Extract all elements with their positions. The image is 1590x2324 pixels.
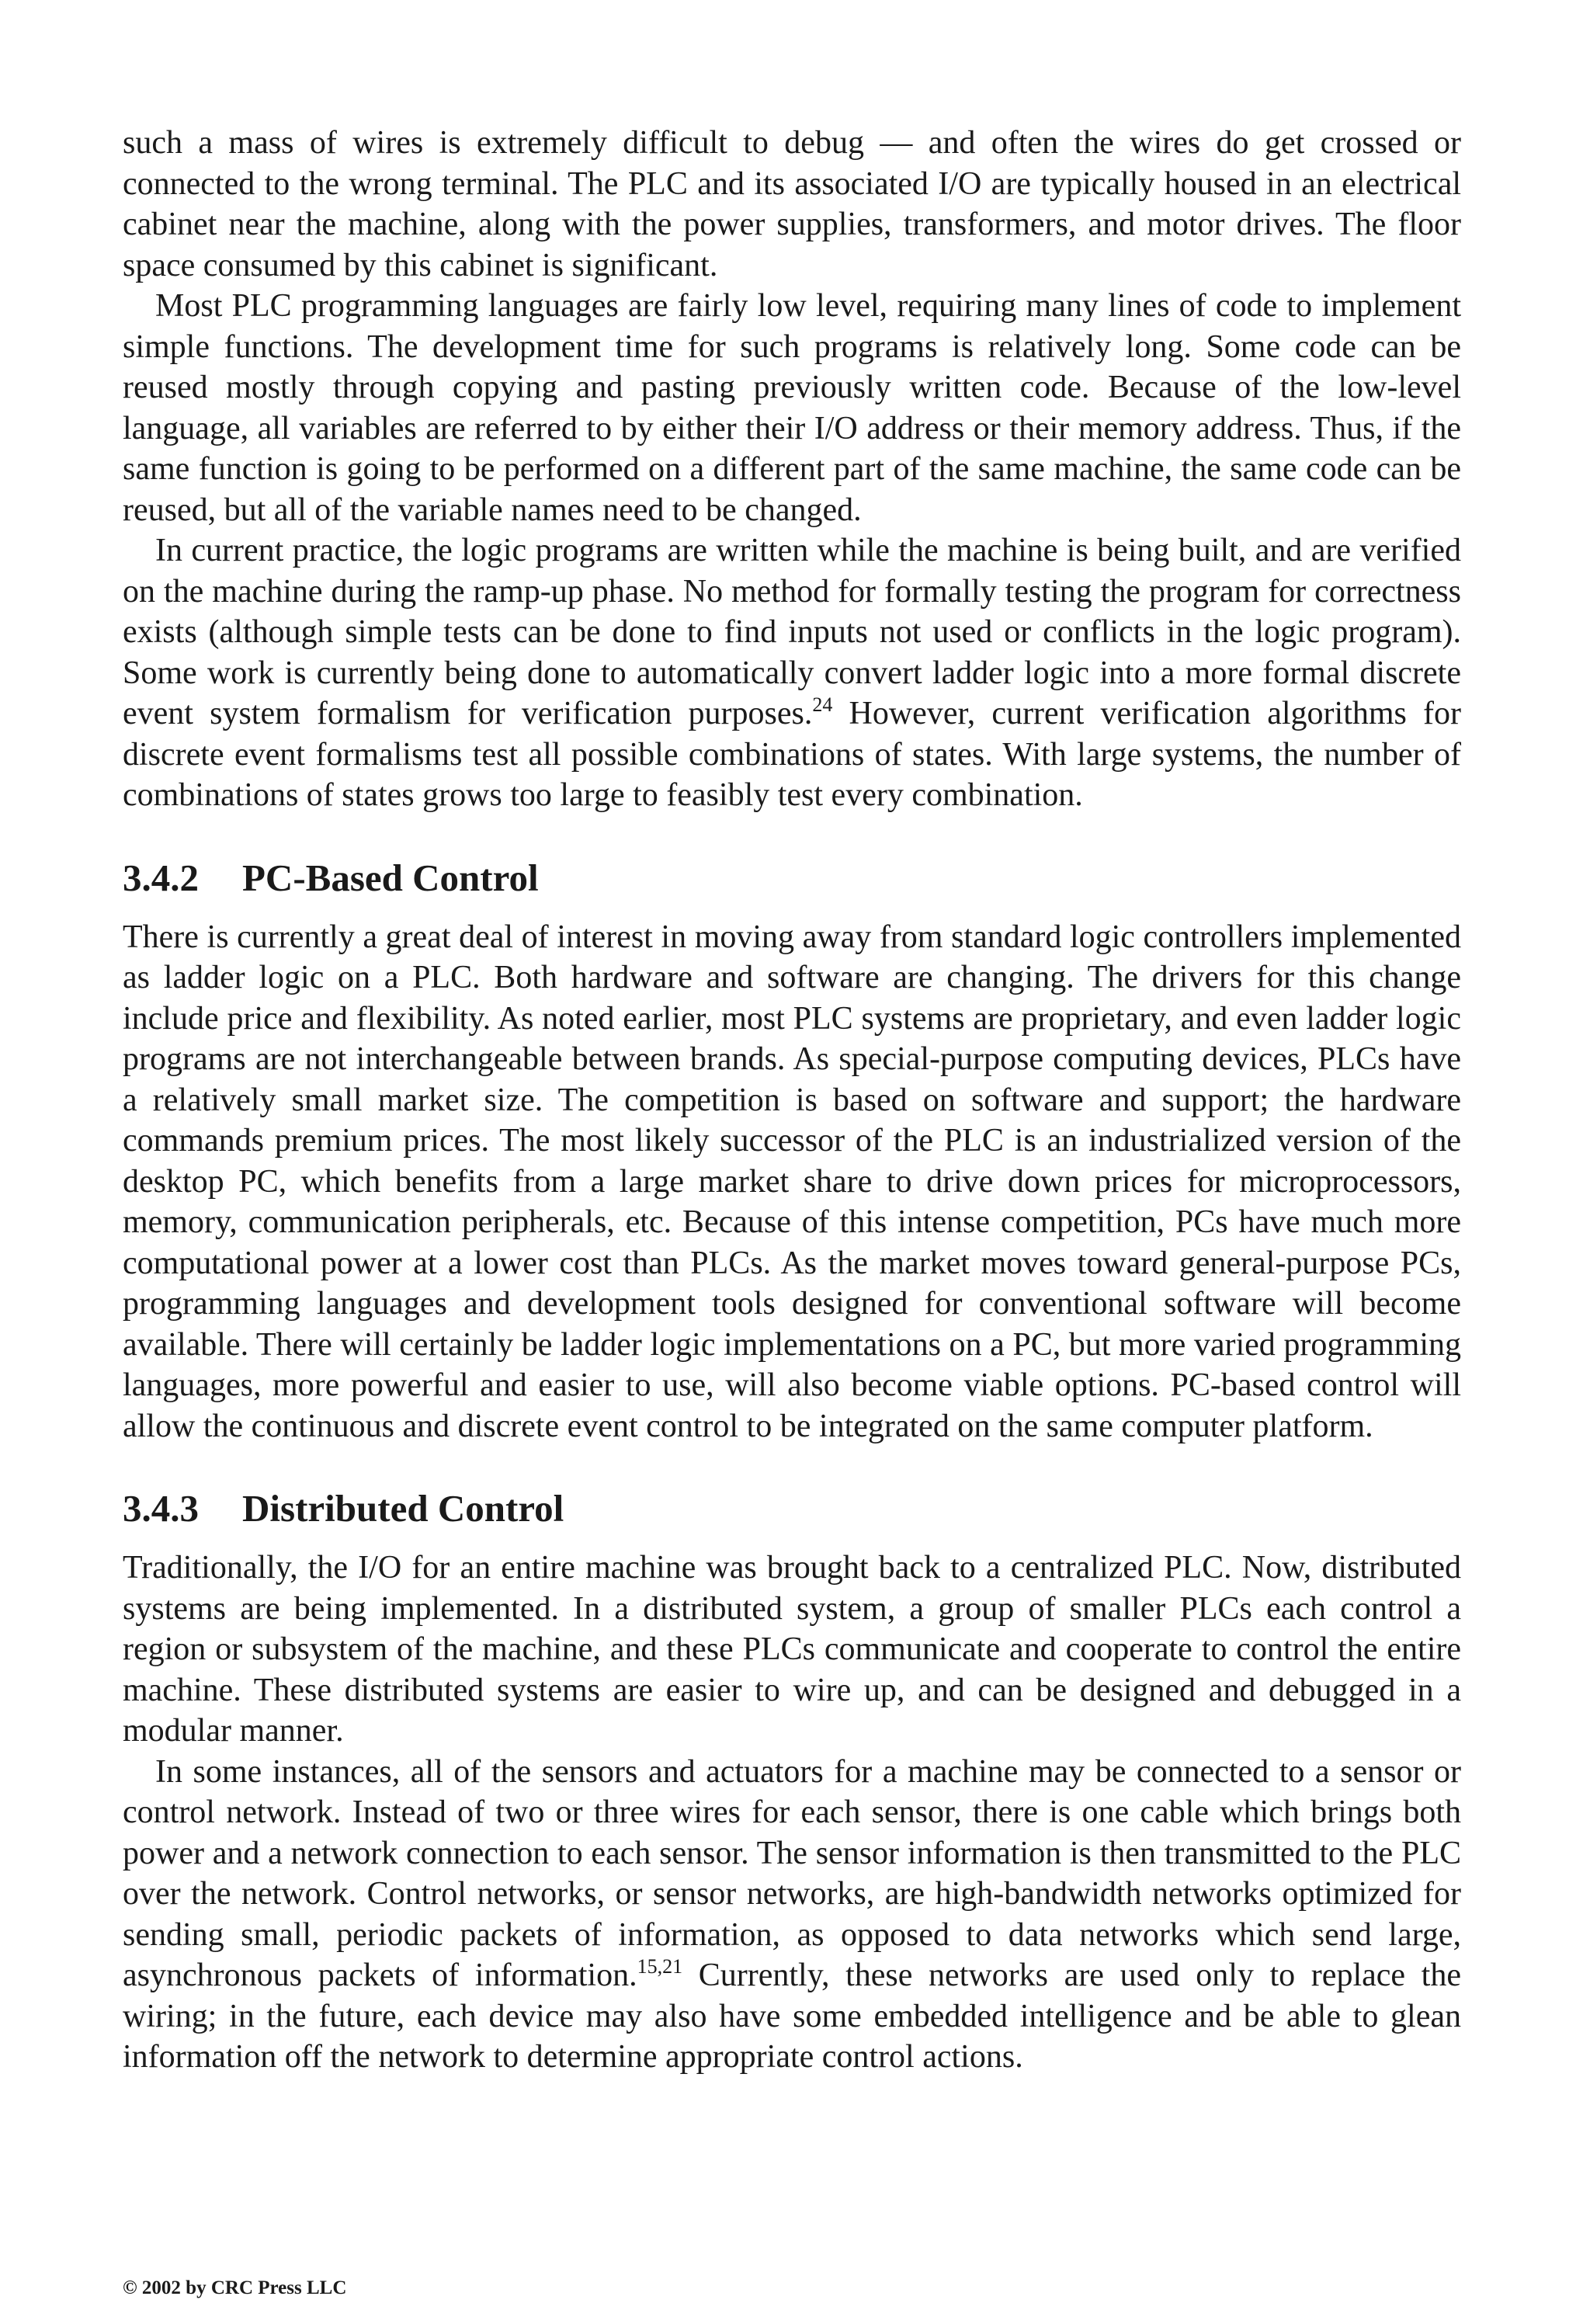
page-body: [123, 123, 1461, 2078]
paragraph-text: However, current verification algorithms for discrete event formalisms test all possible combinations of states. With large systems, the number of combinations of states grows too large to feasibly test every combination.: [123, 696, 1461, 813]
paragraph-wiring: such a mass of wires is extremely difficult to debug — and often the wires do get crossed or connected to the wrong terminal. The PLC and its associated I/O are typically housed in an electrical cabinet near the machine, along with the power supplies, transformers, and motor drives. The floor space consumed by this cabinet is significant.: [123, 125, 1461, 283]
paragraph-current-practice: [123, 530, 1461, 816]
paragraph-distributed-systems: Traditionally, the I/O for an entire machine was brought back to a centralized PLC. Now, distributed systems are being implemented. In a distributed system, a group of smaller PLCs each control a region or subsystem of the machine, and these PLCs communicate and cooperate to control the entire machine. These distributed systems are easier to wire up, and can be designed and debugged in a modular manner.: [123, 1550, 1461, 1749]
paragraph-sensor-networks: [123, 1752, 1461, 2078]
section-heading-distributed-control: [123, 1485, 1461, 1532]
section-title: Distributed Control: [242, 1487, 564, 1530]
section-number: 3.4.3: [123, 1487, 199, 1530]
paragraph-text: Currently, these networks are used only to replace the wiring; in the future, each device may also have some embedded intelligence and be able to glean information off the network to determine appropriate control actions.: [123, 1958, 1461, 2075]
reference-superscript: 24: [812, 693, 833, 716]
paragraph-pc-based-control: There is currently a great deal of interest in moving away from standard logic controllers implemented as ladder logic on a PLC. Both hardware and software are changing. The drivers for this change include price and flexibility. As noted earlier, most PLC systems are proprietary, and even ladder logic programs are not interchangeable between brands. As special-purpose computing devices, PLCs have a relatively small market size. The competition is based on software and support; the hardware commands premium prices. The most likely successor of the PLC is an industrialized version of the desktop PC, which benefits from a large market share to drive down prices for microprocessors, memory, communication peripherals, etc. Because of this intense competition, PCs have much more computational power at a lower cost than PLCs. As the market moves toward general-purpose PCs, programming languages and development tools designed for conventional software will become available. There will certainly be ladder logic implementations on a PC, but more varied programming languages, more powerful and easier to use, will also become viable options. PC-based control will allow the continuous and discrete event control to be integrated on the same computer platform.: [123, 919, 1461, 1444]
section-title: PC-Based Control: [242, 856, 539, 899]
copyright-footer: © 2002 by CRC Press LLC: [123, 2277, 347, 2298]
reference-superscript: 15,21: [637, 1955, 683, 1978]
paragraph-text: In some instances, all of the sensors and actuators for a machine may be connected to a sensor or control network. Instead of two or three wires for each sensor, there is one cable which brings both power and a network connection to each sensor. The sensor information is then transmitted to the PLC over the network. Control networks, or sensor networks, are high-bandwidth networks optimized for sending small, periodic packets of information, as opposed to data networks which send large, asynchronous packets of information.: [123, 1753, 1461, 1993]
paragraph-programming-languages: Most PLC programming languages are fairly low level, requiring many lines of code to implement simple functions. The development time for such programs is relatively long. Some code can be reused mostly through copying and pasting previously written code. Because of the low-level language, all variables are referred to by either their I/O address or their memory address. Thus, if the same function is going to be performed on a different part of the same machine, the same code can be reused, but all of the variable names need to be changed.: [123, 288, 1461, 528]
section-heading-pc-based-control: [123, 855, 1461, 901]
paragraph-text: In current practice, the logic programs are written while the machine is being built, and are verified on the machine during the ramp-up phase. No method for formally testing the program for correctness exists (although simple tests can be done to find inputs not used or conflicts in the logic program). Some work is currently being done to automatically convert ladder logic into a more formal discrete event system formalism for verification purposes.: [123, 533, 1461, 731]
section-number: 3.4.2: [123, 856, 199, 899]
